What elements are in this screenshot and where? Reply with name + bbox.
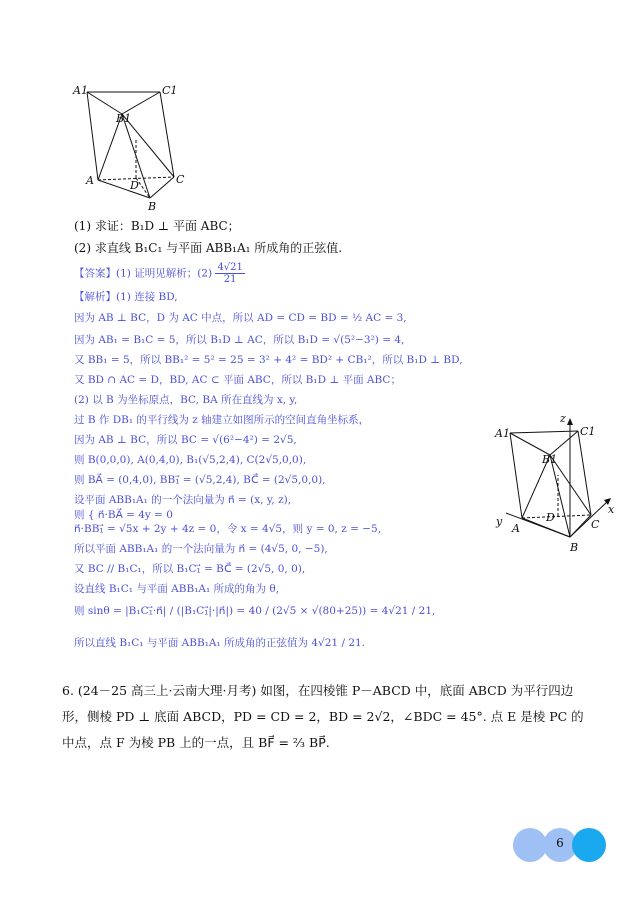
label-A1: A1 — [73, 84, 88, 97]
analysis-line-17: 所以直线 B₁C₁ 与平面 ABB₁A₁ 所成角的正弦值为 4√21 / 21. — [74, 637, 366, 649]
analysis-line-10: 设平面 ABB₁A₁ 的一个法向量为 n⃗ = (x, y, z), — [74, 494, 292, 506]
analysis-line-4: 又 BD ∩ AC = D，BD, AC ⊂ 平面 ABC，所以 B₁D ⊥ 平面 ABC； — [74, 374, 401, 386]
prism-figure-2 — [490, 405, 625, 560]
label-A: A — [86, 174, 94, 187]
analysis-line-1: 因为 AB ⊥ BC，D 为 AC 中点，所以 AD = CD = BD = ½ AC = 3, — [74, 312, 407, 324]
analysis-line-9: 则 BA⃗ = (0,4,0), BB₁⃗ = (√5,2,4), BC⃗ = (2√5,0,0), — [74, 474, 326, 486]
label-C: C — [176, 173, 185, 186]
fig2-label-B: B — [570, 541, 579, 554]
fig2-label-C1: C1 — [580, 425, 596, 438]
analysis-line-6: 过 B 作 DB₁ 的平行线为 z 轴建立如图所示的空间直角坐标系， — [74, 414, 370, 426]
answer-text: (1) 证明见解析；(2) — [116, 267, 213, 280]
page-number: 6 — [556, 836, 564, 850]
problem-6-text: 6. (24－25 高三上·云南大理·月考) 如图，在四棱锥 P－ABCD 中，底面 ABCD 为平行四边形，侧棱 PD ⊥ 底面 ABCD，PD = CD = 2，BD = 2√2，∠BDC = 45°. 点 E 是棱 PC 的中点，点 F 为棱 PB 上的一点，且 BF⃗ = ⅔ BP⃗. — [62, 683, 584, 750]
label-D: D — [130, 179, 139, 192]
axis-label-y: y — [496, 515, 503, 528]
analysis-line-8: 则 B(0,0,0), A(0,4,0), B₁(√5,2,4), C(2√5,0,0), — [74, 454, 307, 466]
fig2-label-B1: B1 — [542, 453, 558, 466]
answer-frac-num: 4√21 — [217, 262, 243, 273]
analysis-line-0 — [74, 290, 178, 304]
answer-tag: 【答案】 — [74, 267, 116, 280]
prism-figure-1 — [70, 80, 200, 212]
label-C1: C1 — [162, 84, 178, 97]
analysis-tag: 【解析】 — [74, 291, 116, 303]
analysis-text-0: (1) 连接 BD, — [116, 291, 178, 303]
label-B: B — [148, 200, 157, 212]
analysis-line-5: (2) 以 B 为坐标原点，BC, BA 所在直线为 x, y, — [74, 394, 298, 406]
page-circle-right — [572, 828, 606, 862]
analysis-line-12: n⃗·BB₁⃗ = √5x + 2y + 4z = 0，令 x = 4√5，则 y = 0, z = −5, — [74, 523, 382, 535]
analysis-line-2: 因为 AB₁ = B₁C = 5，所以 B₁D ⊥ AC，所以 B₁D = √(5²−3²) = 4, — [74, 334, 405, 346]
question-part-1: (1) 求证：B₁D ⊥ 平面 ABC； — [74, 219, 240, 233]
page-circle-left — [513, 828, 547, 862]
analysis-line-13: 所以平面 ABB₁A₁ 的一个法向量为 n⃗ = (4√5, 0, −5), — [74, 543, 328, 555]
fig2-label-D: D — [546, 511, 555, 524]
analysis-line-3: 又 BB₁ = 5，所以 BB₁² = 5² = 25 = 3² + 4² = BD² + CB₁²，所以 B₁D ⊥ BD, — [74, 354, 463, 366]
analysis-line-16: 则 sinθ = |B₁C₁⃗·n⃗| / (|B₁C₁⃗|·|n⃗|) = 40 / (2√5 × √(80+25)) = 4√21 / 21, — [74, 605, 436, 617]
fig2-label-A1: A1 — [495, 427, 510, 440]
answer-line — [74, 262, 245, 285]
analysis-line-14: 又 BC // B₁C₁，所以 B₁C₁⃗ = BC⃗ = (2√5, 0, 0), — [74, 563, 306, 575]
analysis-line-11: 则 { n⃗·BA⃗ = 4y = 0 — [74, 509, 173, 521]
answer-fraction — [215, 262, 244, 285]
question-part-2: (2) 求直线 B₁C₁ 与平面 ABB₁A₁ 所成角的正弦值. — [74, 241, 343, 255]
analysis-line-7: 因为 AB ⊥ BC，所以 BC = √(6²−4²) = 2√5, — [74, 434, 297, 446]
axis-label-x: x — [608, 503, 615, 516]
axis-label-z: z — [560, 412, 566, 425]
fig2-label-A: A — [512, 522, 520, 535]
fig2-label-C: C — [591, 518, 600, 531]
analysis-line-15: 设直线 B₁C₁ 与平面 ABB₁A₁ 所成的角为 θ, — [74, 583, 280, 595]
answer-frac-den: 21 — [223, 274, 237, 285]
label-B1: B1 — [116, 112, 132, 125]
